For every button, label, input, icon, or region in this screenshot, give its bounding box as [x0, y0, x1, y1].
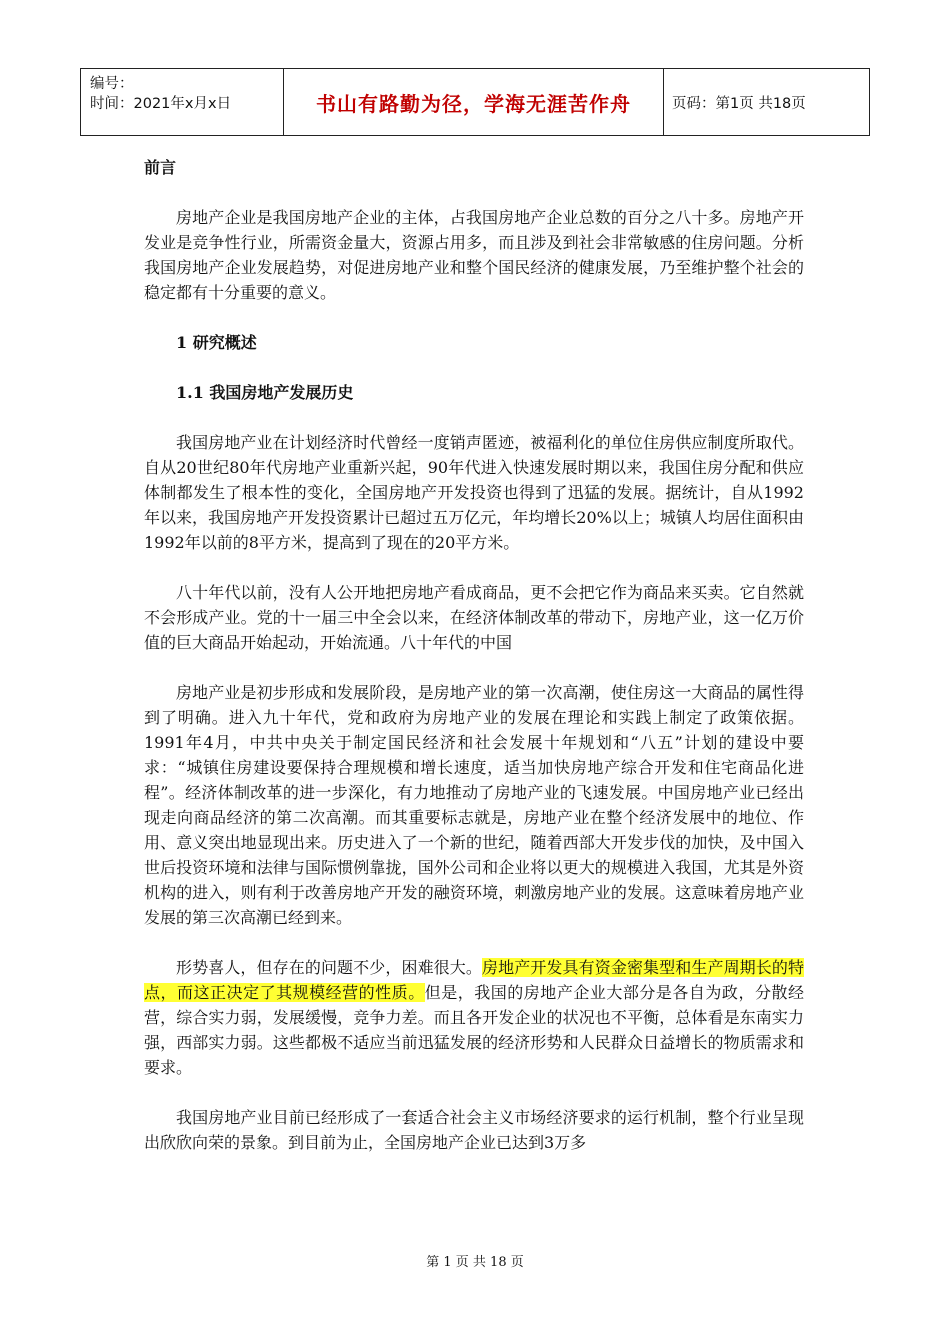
- paragraph-eighties: 八十年代以前，没有人公开地把房地产看成商品，更不会把它作为商品来买卖。它自然就不会形成产业。党的十一届三中全会以来，在经济体制改革的带动下，房地产业，这一亿万价值的巨大商品开始起动，开始流通。八十年代的中国: [144, 583, 804, 652]
- preface-paragraph: 房地产企业是我国房地产企业的主体，占我国房地产企业总数的百分之八十多。房地产开发业是竞争性行业，所需资金量大，资源占用多，而且涉及到社会非常敏感的住房问题。分析我国房地产企业发展趋势，对促进房地产业和整个国民经济的健康发展，乃至维护整个社会的稳定都有十分重要的意义。: [144, 208, 804, 302]
- header-motto: 书山有路勤为径，学海无涯苦作舟: [284, 69, 664, 135]
- serial-label: 编号：: [90, 76, 134, 92]
- header-table: [80, 68, 870, 136]
- page-footer: 第 1 页 共 18 页: [426, 1255, 524, 1270]
- paragraph-current: 我国房地产业目前已经形成了一套适合社会主义市场经济要求的运行机制，整个行业呈现出欣欣向荣的景象。到目前为止，全国房地产企业已达到3万多: [144, 1108, 804, 1152]
- document-body: [144, 155, 804, 1155]
- preface-title: 前言: [144, 158, 177, 177]
- paragraph-problems: [144, 955, 804, 1080]
- header-meta-cell: [81, 69, 284, 135]
- problems-rest: 但是，我国的房地产企业大部分是各自为政，分散经营，综合实力弱，发展缓慢，竞争力差。而且各开发企业的状况也不平衡，总体看是东南实力强，西部实力弱。这些都极不适应当前迅猛发展的经济形势和人民群众日益增长的物质需求和要求。: [144, 983, 804, 1077]
- paragraph-history: 我国房地产业在计划经济时代曾经一度销声匿迹，被福利化的单位住房供应制度所取代。自从20世纪80年代房地产业重新兴起，90年代进入快速发展时期以来，我国住房分配和供应体制都发生了根本性的变化，全国房地产开发投资也得到了迅猛的发展。据统计，自从1992年以来，我国房地产开发投资累计已超过五万亿元，年均增长20%以上；城镇人均居住面积由1992年以前的8平方米，提高到了现在的20平方米。: [144, 433, 804, 552]
- paragraph-development: 房地产业是初步形成和发展阶段，是房地产业的第一次高潮，使住房这一大商品的属性得到了明确。进入九十年代，党和政府为房地产业的发展在理论和实践上制定了政策依据。1991年4月，中共中央关于制定国民经济和社会发展十年规划和“八五”计划的建设中要求：“城镇住房建设要保持合理规模和增长速度，适当加快房地产综合开发和住宅商品化进程”。经济体制改革的进一步深化，有力地推动了房地产业的飞速发展。中国房地产业已经出现走向商品经济的第二次高潮。而其重要标志就是，房地产业在整个经济发展中的地位、作用、意义突出地显现出来。历史进入了一个新的世纪，随着西部大开发步伐的加快，及中国入世后投资环境和法律与国际惯例靠拢，国外公司和企业将以更大的规模进入我国，尤其是外资机构的进入，则有利于改善房地产开发的融资环境，刺激房地产业的发展。这意味着房地产业发展的第三次高潮已经到来。: [144, 683, 804, 927]
- problems-intro: 形势喜人，但存在的问题不少，困难很大。: [176, 958, 482, 977]
- date-label: 时间：2021年x月x日: [90, 96, 232, 112]
- section-1-1-title: 1.1 我国房地产发展历史: [176, 383, 354, 402]
- section-1-title: 1 研究概述: [176, 333, 257, 352]
- highlighted-text: 房地产开发具有资金密集型和生产周期长的特点，而这正决定了其规模经营的性质。: [144, 958, 804, 1002]
- header-page-info: 页码：第1页 共18页: [672, 95, 806, 112]
